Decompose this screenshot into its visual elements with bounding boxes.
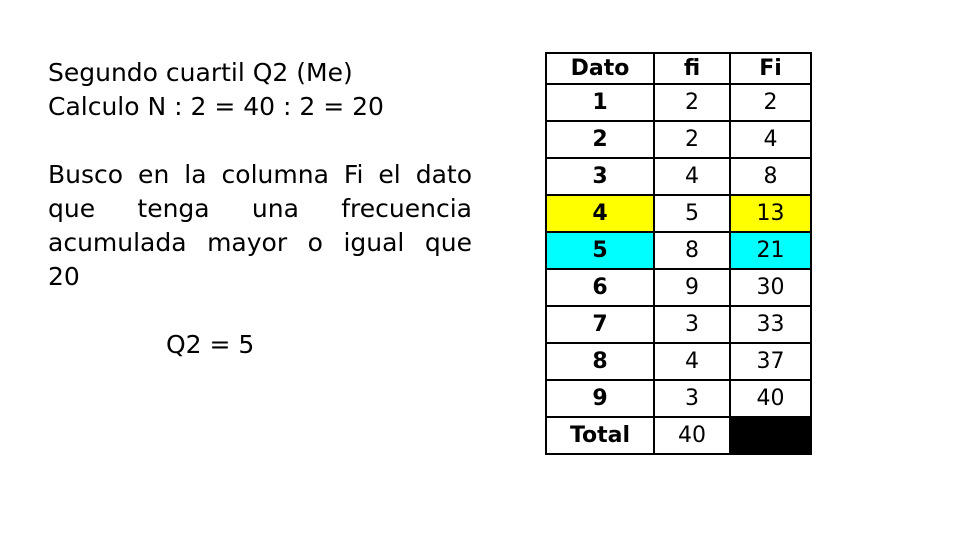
blank-line — [48, 294, 472, 328]
cell-Fi: 33 — [730, 306, 811, 343]
cell-dato: 5 — [546, 232, 654, 269]
cell-fi: 3 — [654, 380, 730, 417]
cell-dato: 4 — [546, 195, 654, 232]
cell-Fi: 37 — [730, 343, 811, 380]
table-row-highlighted-yellow — [546, 195, 811, 232]
col-header-fi: fi — [654, 53, 730, 84]
blank-line — [48, 124, 472, 158]
cell-fi: 5 — [654, 195, 730, 232]
cell-fi: 3 — [654, 306, 730, 343]
cell-Fi: 2 — [730, 84, 811, 121]
col-header-Fi: Fi — [730, 53, 811, 84]
cell-Fi: 30 — [730, 269, 811, 306]
cell-fi: 8 — [654, 232, 730, 269]
paragraph-line: que tenga una frecuencia — [48, 194, 472, 223]
cell-fi: 4 — [654, 343, 730, 380]
paragraph-line: 20 — [48, 262, 80, 291]
calculation-line: Calculo N : 2 = 40 : 2 = 20 — [48, 92, 384, 121]
col-header-dato: Dato — [546, 53, 654, 84]
table-row-highlighted-cyan — [546, 232, 811, 269]
cell-Fi: 8 — [730, 158, 811, 195]
cell-dato: 3 — [546, 158, 654, 195]
cell-Fi: 4 — [730, 121, 811, 158]
cell-fi: 4 — [654, 158, 730, 195]
cell-dato: 2 — [546, 121, 654, 158]
cell-total-fi: 40 — [654, 417, 730, 454]
cell-fi: 9 — [654, 269, 730, 306]
table-row — [546, 343, 811, 380]
cell-dato: 1 — [546, 84, 654, 121]
cell-Fi: 40 — [730, 380, 811, 417]
cell-fi: 2 — [654, 84, 730, 121]
table-row — [546, 306, 811, 343]
table-header-row — [546, 53, 811, 84]
cell-fi: 2 — [654, 121, 730, 158]
cell-Fi: 13 — [730, 195, 811, 232]
table-row — [546, 380, 811, 417]
table-row — [546, 158, 811, 195]
black-filled-cell — [730, 417, 811, 454]
table-row — [546, 269, 811, 306]
cell-total-label: Total — [546, 417, 654, 454]
q2-result: Q2 = 5 — [166, 330, 255, 359]
paragraph-line: Busco en la columna Fi el dato — [48, 160, 472, 189]
frequency-table — [545, 52, 812, 455]
cell-dato: 7 — [546, 306, 654, 343]
table-row — [546, 84, 811, 121]
left-text-block — [48, 56, 472, 362]
cell-dato: 6 — [546, 269, 654, 306]
table-row-total — [546, 417, 811, 454]
cell-dato: 9 — [546, 380, 654, 417]
cell-Fi: 21 — [730, 232, 811, 269]
cell-dato: 8 — [546, 343, 654, 380]
table-row — [546, 121, 811, 158]
title-line: Segundo cuartil Q2 (Me) — [48, 58, 353, 87]
paragraph-line: acumulada mayor o igual que — [48, 228, 472, 257]
